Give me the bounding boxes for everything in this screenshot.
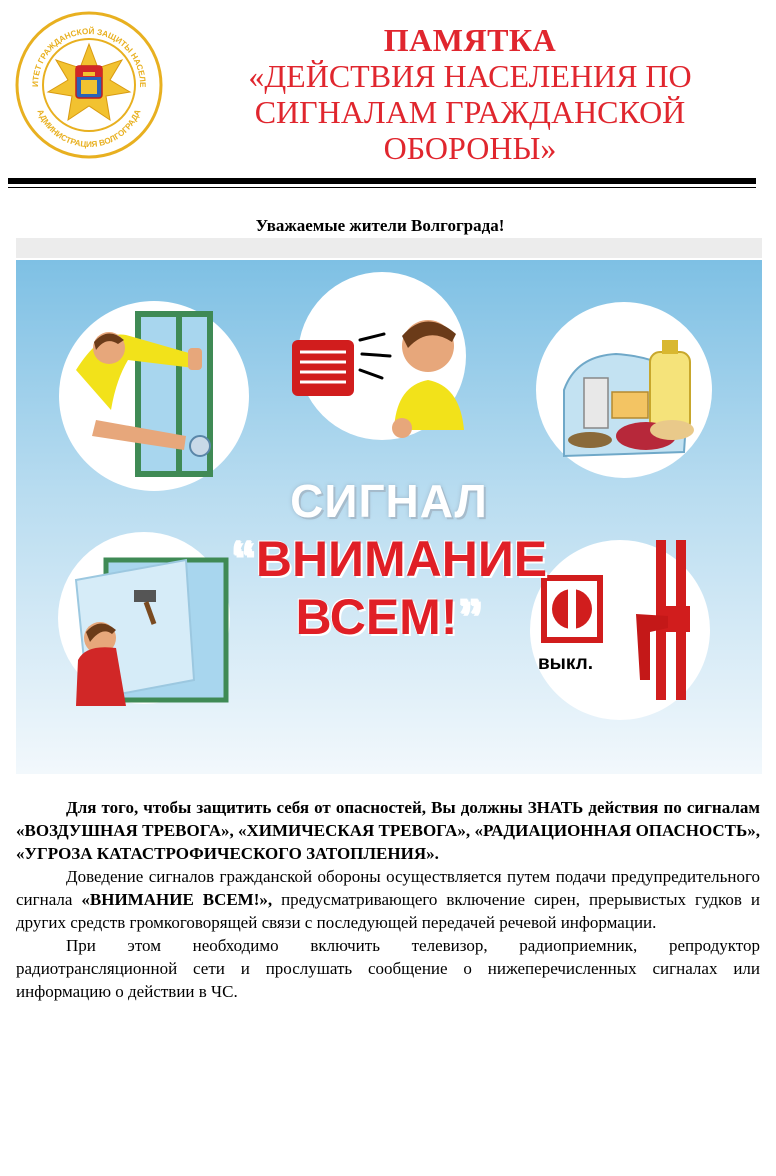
title-line-1: ПАМЯТКА xyxy=(383,22,557,58)
greeting: Уважаемые жители Волгограда! xyxy=(255,216,505,235)
svg-text:АДМИНИСТРАЦИЯ ВОЛГОГРАДА xyxy=(35,108,142,149)
emblem-logo xyxy=(14,10,164,160)
page-title xyxy=(200,22,740,166)
title-line-4: ОБОРОНЫ» xyxy=(383,130,557,166)
poster-all-line xyxy=(16,588,762,646)
header-divider-thin xyxy=(8,187,756,188)
poster-signal-word: СИГНАЛ xyxy=(290,475,488,527)
loudspeaker-icon xyxy=(292,272,466,440)
memo-body xyxy=(16,796,760,1003)
paragraph-2-text-b: предусматривающего включение сирен, прерывистых гудков и других средств громкоговорящей связи с последующей передачей речевой информации. xyxy=(16,890,760,932)
paragraph-2 xyxy=(16,865,760,934)
paragraph-2-signal: «ВНИМАНИЕ ВСЕМ!», xyxy=(81,890,273,909)
logo-ring-top-text: ИТЕТ ГРАЖДАНСКОЙ ЗАЩИТЫ НАСЕЛЕ xyxy=(30,26,148,88)
paragraph-2-text-a: Доведение сигналов гражданской обороны осуществляется путем подачи предупредительного сигнала xyxy=(16,867,760,909)
switch-off-label: выкл. xyxy=(538,653,593,674)
paragraph-1 xyxy=(16,796,760,865)
poster-all-word: ВСЕМ! xyxy=(295,589,458,645)
signal-poster xyxy=(16,260,762,774)
close-window-icon xyxy=(59,301,249,491)
close-quote: ” xyxy=(457,589,483,645)
food-supplies-icon xyxy=(536,302,712,478)
logo-ring-bottom-text: АДМИНИСТРАЦИЯ ВОЛГОГРАДА xyxy=(35,108,143,149)
poster-attention-word: ВНИМАНИЕ xyxy=(255,531,548,587)
title-line-3: СИГНАЛАМ ГРАЖДАНСКОЙ xyxy=(254,94,686,130)
title-line-2: «ДЕЙСТВИЯ НАСЕЛЕНИЯ ПО xyxy=(248,58,692,94)
paragraph-1-text: Для того, чтобы защитить себя от опасностей, Вы должны ЗНАТЬ действия по сигналам «ВОЗДУШНАЯ ТРЕВОГА», «ХИМИЧЕСКАЯ ТРЕВОГА», «РАДИАЦИОННАЯ ОПАСНОСТЬ», «УГРОЗА КАТАСТРОФИЧЕСКОГО ЗАТОПЛЕНИЯ». xyxy=(16,798,760,863)
paragraph-3: При этом необходимо включить телевизор, радиоприемник, репродуктор радиотрансляционной сети и прослушать сообщение о нижеперечисленных сигналах или информацию о действии в ЧС. xyxy=(16,936,760,1001)
poster-attention-line xyxy=(16,530,762,588)
header-divider-thick xyxy=(8,178,756,184)
open-quote: “ xyxy=(230,531,256,587)
gray-band xyxy=(16,238,762,258)
